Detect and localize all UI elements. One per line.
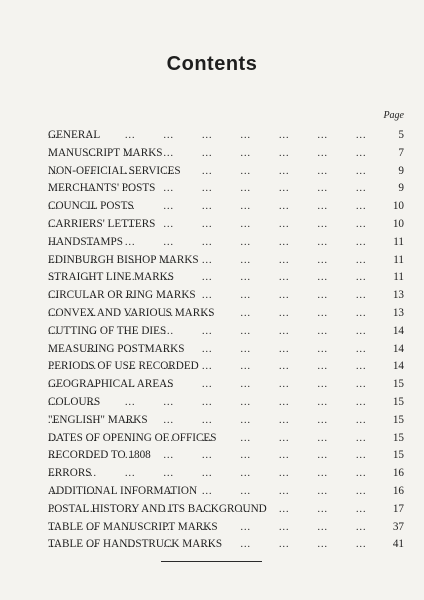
toc-entry-page: 41 bbox=[392, 538, 404, 551]
toc-entry-title: NON-OFFICIAL SERVICES bbox=[48, 164, 181, 177]
toc-entry-page: 14 bbox=[392, 324, 404, 337]
toc-entry-page: 16 bbox=[392, 467, 404, 480]
toc-entry-title: STRAIGHT LINE MARKS bbox=[48, 271, 174, 284]
toc-entry-page: 14 bbox=[392, 360, 404, 373]
toc-entry bbox=[48, 269, 404, 287]
table-of-contents bbox=[48, 127, 404, 554]
toc-entry-title: "ENGLISH" MARKS bbox=[48, 413, 148, 426]
toc-entry-page: 9 bbox=[398, 164, 404, 177]
toc-entry bbox=[48, 216, 404, 234]
toc-entry-page: 11 bbox=[393, 235, 404, 248]
toc-entry bbox=[48, 483, 404, 501]
toc-entry-title: TABLE OF HANDSTRUCK MARKS bbox=[48, 538, 223, 551]
toc-entry bbox=[48, 358, 404, 376]
toc-entry-page: 10 bbox=[392, 217, 404, 230]
toc-entry-title: PERIODS OF USE RECORDED bbox=[48, 360, 199, 373]
toc-entry bbox=[48, 198, 404, 216]
toc-entry bbox=[48, 465, 404, 483]
toc-entry bbox=[48, 180, 404, 198]
toc-entry-title: RECORDED TO 1808 bbox=[48, 449, 151, 462]
toc-entry-title: CARRIERS' LETTERS bbox=[48, 217, 156, 230]
toc-entry bbox=[48, 394, 404, 412]
toc-entry bbox=[48, 252, 404, 270]
toc-entry bbox=[48, 145, 404, 163]
dot-leader bbox=[48, 465, 390, 483]
toc-entry-page: 15 bbox=[392, 395, 404, 408]
toc-entry-title: MERCHANTS' POSTS bbox=[48, 182, 156, 195]
page-title: Contents bbox=[166, 53, 258, 76]
toc-entry-title: HANDSTAMPS bbox=[48, 235, 123, 248]
toc-entry bbox=[48, 341, 404, 359]
toc-entry-title: CIRCULAR OR RING MARKS bbox=[48, 289, 196, 302]
toc-entry-page: 11 bbox=[393, 253, 404, 266]
page-column-heading: Page bbox=[383, 110, 404, 121]
toc-entry-title: MANUSCRIPT MARKS bbox=[48, 146, 163, 159]
toc-entry-page: 5 bbox=[398, 129, 404, 141]
toc-entry-title: COLOURS bbox=[48, 395, 101, 408]
toc-entry-title: GEOGRAPHICAL AREAS bbox=[48, 378, 174, 391]
footer-rule bbox=[161, 561, 262, 562]
toc-entry-page: 17 bbox=[392, 502, 404, 515]
toc-entry-title: CUTTING OF THE DIES bbox=[48, 324, 167, 337]
toc-entry-title: EDINBURGH BISHOP MARKS bbox=[48, 253, 199, 266]
toc-entry-title: CONVEX AND VARIOUS MARKS bbox=[48, 306, 215, 319]
toc-entry bbox=[48, 519, 404, 537]
toc-entry bbox=[48, 127, 404, 145]
toc-entry-page: 15 bbox=[392, 449, 404, 462]
toc-entry-page: 7 bbox=[398, 146, 404, 159]
toc-entry-page: 15 bbox=[392, 378, 404, 391]
toc-entry bbox=[48, 376, 404, 394]
toc-entry bbox=[48, 287, 404, 305]
toc-entry-page: 9 bbox=[398, 182, 404, 195]
toc-entry-title: DATES OF OPENING OF OFFICES bbox=[48, 431, 217, 444]
toc-entry-page: 13 bbox=[392, 289, 404, 302]
toc-entry-page: 15 bbox=[392, 431, 404, 444]
toc-entry-page: 13 bbox=[392, 306, 404, 319]
toc-entry-title: ERRORS bbox=[48, 467, 92, 480]
toc-entry bbox=[48, 234, 404, 252]
toc-entry bbox=[48, 412, 404, 430]
toc-entry-title: POSTAL HISTORY AND ITS BACKGROUND bbox=[48, 502, 267, 515]
toc-entry bbox=[48, 501, 404, 519]
toc-entry bbox=[48, 323, 404, 341]
toc-entry-title: TABLE OF MANUSCRIPT MARKS bbox=[48, 520, 218, 533]
toc-entry-page: 11 bbox=[393, 271, 404, 284]
toc-entry-title: GENERAL bbox=[48, 129, 101, 141]
toc-entry-page: 14 bbox=[392, 342, 404, 355]
toc-entry-page: 10 bbox=[392, 200, 404, 213]
toc-entry-page: 16 bbox=[392, 484, 404, 497]
toc-entry bbox=[48, 163, 404, 181]
toc-entry bbox=[48, 536, 404, 554]
toc-entry bbox=[48, 305, 404, 323]
toc-entry bbox=[48, 447, 404, 465]
toc-entry-page: 15 bbox=[392, 413, 404, 426]
toc-entry-title: COUNCIL POSTS bbox=[48, 200, 134, 213]
toc-entry bbox=[48, 430, 404, 448]
toc-entry-title: MEASURING POSTMARKS bbox=[48, 342, 185, 355]
toc-entry-title: ADDITIONAL INFORMATION bbox=[48, 484, 198, 497]
toc-entry-page: 37 bbox=[392, 520, 404, 533]
